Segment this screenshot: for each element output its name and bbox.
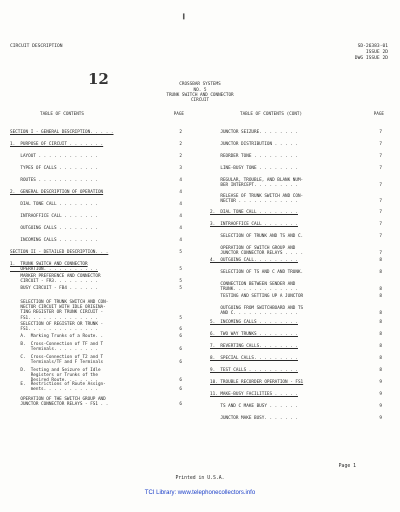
toc-entry-page: 6 — [179, 334, 182, 339]
toc-entry-text: OUTGOING FROM SWITCHBOARD AND TS AND C. . . . . . . . . . . . . — [220, 306, 304, 317]
toc-entry-page: 7 — [379, 142, 382, 147]
toc-entry — [10, 274, 186, 284]
toc-entry-text: JUNCTOR MAKE BUSY. . . . . . . — [210, 416, 298, 421]
toc-entry — [210, 320, 386, 325]
toc-entry-text: C. Cross-Connection of T2 and T Terminals/TF and F Terminals — [20, 355, 104, 366]
toc-left-column — [10, 112, 186, 408]
toc-entry — [210, 380, 386, 385]
toc-entry — [210, 294, 386, 299]
toc-entry-text: TS AND C MAKE BUSY . . . . . . — [210, 404, 298, 409]
toc-entry — [210, 332, 386, 337]
toc-entry-text: REGULAR, TROUBLE, AND BLANK NUM- BER INTERCEPT. . . . . . . . . — [220, 178, 304, 189]
toc-entry — [10, 202, 186, 207]
toc-entry-page: 4 — [179, 178, 182, 183]
toc-entry-text: CONNECTION BETWEEN SENDER AND TRUNK. . . . . . . . . . . . . — [220, 282, 298, 293]
toc-entry — [10, 238, 186, 243]
toc-entry — [10, 262, 186, 272]
toc-entry — [210, 194, 386, 204]
toc-entry-text: 1. PURPOSE OF CIRCUIT . . . . . . . — [10, 142, 104, 147]
toc-entry — [210, 416, 386, 421]
toc-entry-text: LAYOUT . . . . . . . . . . . . — [10, 154, 98, 159]
toc-entry — [10, 250, 186, 255]
toc-entry-page: 7 — [379, 199, 382, 205]
toc-entry-text: MARKER PREFERENCE AND CONNECTOR CIRCUIT - FR3. . . . . . . . . — [20, 274, 101, 285]
toc-entry-text: 4. OUTGOING CALL. . . . . . . . . — [210, 258, 298, 263]
toc-entry-text: SELECTION OF TS AND C AND TRUNK. — [210, 270, 304, 275]
toc-entry-page: 7 — [379, 210, 382, 215]
toc-entry-page: 2 — [179, 154, 182, 159]
toc-entry-text: TYPES OF CALLS . . . . . . . . — [10, 166, 98, 171]
toc-entry-page: 5 — [179, 250, 182, 255]
toc-entry-text: REORDER TONE . . . . . . . . . — [210, 154, 298, 159]
toc-entry-page: 8 — [379, 332, 382, 337]
toc-entry — [10, 397, 186, 407]
toc-entry — [10, 214, 186, 219]
toc-entry — [10, 342, 186, 352]
document-number: SD-26383-01 — [357, 44, 388, 49]
toc-right-page-heading: PAGE — [373, 112, 384, 117]
toc-entry-text: JUNCTOR SEIZURE. . . . . . . . — [210, 130, 298, 135]
toc-entry-page: 8 — [379, 356, 382, 361]
toc-entry-page: 8 — [379, 270, 382, 275]
toc-entry — [210, 392, 386, 397]
toc-entry — [10, 286, 186, 291]
toc-entry-text: 11. MAKE-BUSY FACILITIES . . . . . — [210, 392, 298, 397]
toc-right-column — [210, 112, 386, 421]
toc-entry-page: 2 — [179, 130, 182, 135]
toc-entry-page: 7 — [379, 154, 382, 159]
toc-entry-text: E. Restrictions of Route Assign- ments. . . . . . . . . . . — [20, 382, 106, 393]
toc-entry — [10, 166, 186, 171]
toc-entry-text: SELECTION OF TRUNK AND TS AND C. — [210, 234, 304, 239]
toc-entry — [210, 404, 386, 409]
issue-number: ISSUE 2D — [365, 50, 388, 55]
toc-entry-text: 3. INTRAOFFICE CALL . . . . . . . — [210, 222, 298, 227]
toc-entry-page: 5 — [179, 267, 182, 273]
toc-entry-page: 8 — [379, 368, 382, 373]
toc-entry — [10, 142, 186, 147]
toc-entry-page: 6 — [179, 387, 182, 393]
toc-entry-text: 2. GENERAL DESCRIPTION OF OPERATION — [10, 190, 104, 195]
toc-entry-page: 7 — [379, 183, 382, 189]
toc-entry-text: SELECTION OF TRUNK SWITCH AND CON- NECTOR CIRCUIT WITH IDLE ORIGINA- TING REGISTER OR TRUNK CIRCUIT - FS1. . . . . . . . . . . . . . — [20, 300, 109, 321]
toc-entry-text: D. Testing and Seizure of Idle Registers or Trunks of the Desired Route. . . . . . . — [20, 368, 101, 384]
toc-left-page-heading: PAGE — [173, 112, 184, 117]
toc-entry-page: 7 — [379, 130, 382, 135]
toc-entry-text: SECTION II - DETAILED DESCRIPTION. . . — [10, 250, 109, 255]
footer-printed-in: Printed in U.S.A. — [175, 476, 225, 481]
toc-left-heading: TABLE OF CONTENTS — [40, 112, 84, 117]
toc-entry-text: DIAL TONE CALL . . . . . . . . — [10, 202, 98, 207]
toc-entry-page: 7 — [379, 166, 382, 171]
toc-entry-page: 6 — [179, 347, 182, 353]
toc-entry — [210, 282, 386, 292]
toc-entry-text: B. Cross-Connection of TF and T Terminals. . . . . . . . . — [20, 342, 104, 353]
toc-entry-text: 6. TWO WAY TRUNKS . . . . . . . . — [210, 332, 298, 337]
toc-entry — [210, 258, 386, 263]
toc-entry-text: INTRAOFFICE CALL . . . . . . . — [10, 214, 98, 219]
toc-entry-text: SECTION I - GENERAL DESCRIPTION. . . . . — [10, 130, 114, 135]
toc-entry-page: 7 — [379, 222, 382, 227]
toc-entry — [10, 334, 186, 339]
toc-entry — [10, 154, 186, 159]
toc-entry-page: 5 — [179, 315, 182, 321]
toc-entry-text: OPERATION OF SWITCH GROUP AND JUNCTOR CONNECTOR RELAYS . . . . — [220, 246, 304, 257]
toc-entry-text: ROUTES . . . . . . . . . . . . — [10, 178, 98, 183]
toc-entry-text: TESTING AND SETTING UP A JUNCTOR — [210, 294, 304, 299]
toc-entry-text: 8. SPECIAL CALLS. . . . . . . . . — [210, 356, 298, 361]
toc-entry-page: 9 — [379, 392, 382, 397]
toc-entry — [210, 306, 386, 316]
toc-right-heading: TABLE OF CONTENTS (CONT) — [240, 112, 303, 117]
toc-entry-page: 6 — [179, 402, 182, 408]
toc-entry-text: OPERATION OF THE SWITCH GROUP AND JUNCTOR CONNECTOR RELAYS - FS1 . . — [20, 397, 109, 408]
toc-entry-page: 5 — [179, 279, 182, 285]
toc-entry — [210, 344, 386, 349]
toc-entry — [10, 190, 186, 195]
toc-entry-text: 5. INCOMING CALLS . . . . . . . . — [210, 320, 298, 325]
toc-entry-page: 8 — [379, 294, 382, 299]
toc-entry — [210, 130, 386, 135]
toc-entry-page: 4 — [179, 226, 182, 231]
toc-entry-page: 9 — [379, 416, 382, 421]
toc-entry-text: 10. TROUBLE RECORDER OPERATION - FS1 — [210, 380, 304, 385]
drawing-issue: DWG ISSUE 2D — [354, 56, 388, 61]
toc-entry-page: 8 — [379, 344, 382, 349]
title-line-2: NO. 5 — [193, 88, 207, 93]
toc-entry — [210, 270, 386, 275]
toc-entry-page: 8 — [379, 311, 382, 317]
toc-entry — [10, 382, 186, 392]
toc-entry-text: INCOMING CALLS . . . . . . . . — [10, 238, 98, 243]
handwritten-page-number: 12 — [88, 70, 109, 88]
toc-entry-page: 8 — [379, 258, 382, 263]
toc-entry — [210, 142, 386, 147]
toc-entry-text: JUNCTOR DISTRIBUTION . . . . . — [210, 142, 298, 147]
toc-entry-text: OUTGOING CALLS . . . . . . . . — [10, 226, 98, 231]
toc-entry-page: 4 — [179, 214, 182, 219]
toc-entry-page: 7 — [379, 234, 382, 239]
title-line-4: CIRCUIT — [190, 98, 210, 103]
title-line-1: CROSSBAR SYSTEMS — [179, 82, 221, 87]
toc-entry-page: 6 — [179, 360, 182, 366]
toc-entry — [210, 222, 386, 227]
toc-entry — [210, 166, 386, 171]
toc-entry — [210, 178, 386, 188]
toc-entry-page: 8 — [379, 320, 382, 325]
binder-hole-mark: ▌ — [183, 14, 187, 20]
toc-entry — [10, 300, 186, 321]
footer-page-label: Page 1 — [338, 464, 356, 469]
toc-entry-page: 4 — [179, 190, 182, 195]
toc-entry — [210, 368, 386, 373]
toc-entry-page: 5 — [179, 286, 182, 291]
toc-entry-page: 4 — [179, 238, 182, 243]
toc-entry-page: 7 — [379, 251, 382, 257]
title-line-3: TRUNK SWITCH AND CONNECTOR — [166, 93, 234, 98]
toc-entry-text: 1. TRUNK SWITCH AND CONNECTOR OPERATION. . . . . . . . . . . — [10, 262, 98, 273]
toc-entry — [10, 355, 186, 365]
toc-entry-page: 8 — [379, 287, 382, 293]
toc-entry-text: 9. TEST CALLS . . . . . . . . . . — [210, 368, 298, 373]
toc-entry-page: 2 — [179, 142, 182, 147]
toc-entry-text: RELEASE OF TRUNK SWITCH AND CON- NECTOR . . . . . . . . . . . . — [220, 194, 304, 205]
toc-entry — [10, 322, 186, 332]
toc-entry — [10, 226, 186, 231]
toc-entry-text: SELECTION OF REGISTER OR TRUNK - FS1. . . . . . . . . . . . . . — [20, 322, 104, 333]
toc-entry — [210, 234, 386, 239]
toc-entry — [210, 154, 386, 159]
toc-entry-page: 3 — [179, 166, 182, 171]
toc-entry-text: 7. REVERTING CALLS. . . . . . . . — [210, 344, 298, 349]
toc-entry — [210, 210, 386, 215]
toc-entry — [10, 130, 186, 135]
footer-library-link[interactable]: TCI Library: www.telephonecollectors.info — [144, 490, 256, 496]
toc-entry-text: LINE-BUSY TONE . . . . . . . . — [210, 166, 298, 171]
toc-entry — [210, 246, 386, 256]
toc-entry-page: 6 — [179, 378, 182, 384]
toc-entry-text: 2. DIAL TONE CALL . . . . . . . . — [210, 210, 298, 215]
toc-entry-page: 9 — [379, 380, 382, 385]
toc-entry-text: BUSY CIRCUIT - FB4 . . . . . . — [10, 286, 98, 291]
section-label: CIRCUIT DESCRIPTION — [10, 44, 63, 49]
toc-entry-page: 4 — [179, 202, 182, 207]
toc-entry-page: 6 — [179, 327, 182, 333]
toc-entry-text: A. Marking Trunks of a Route. . — [10, 334, 104, 339]
toc-entry-page: 9 — [379, 404, 382, 409]
toc-entry — [210, 356, 386, 361]
toc-entry — [10, 178, 186, 183]
